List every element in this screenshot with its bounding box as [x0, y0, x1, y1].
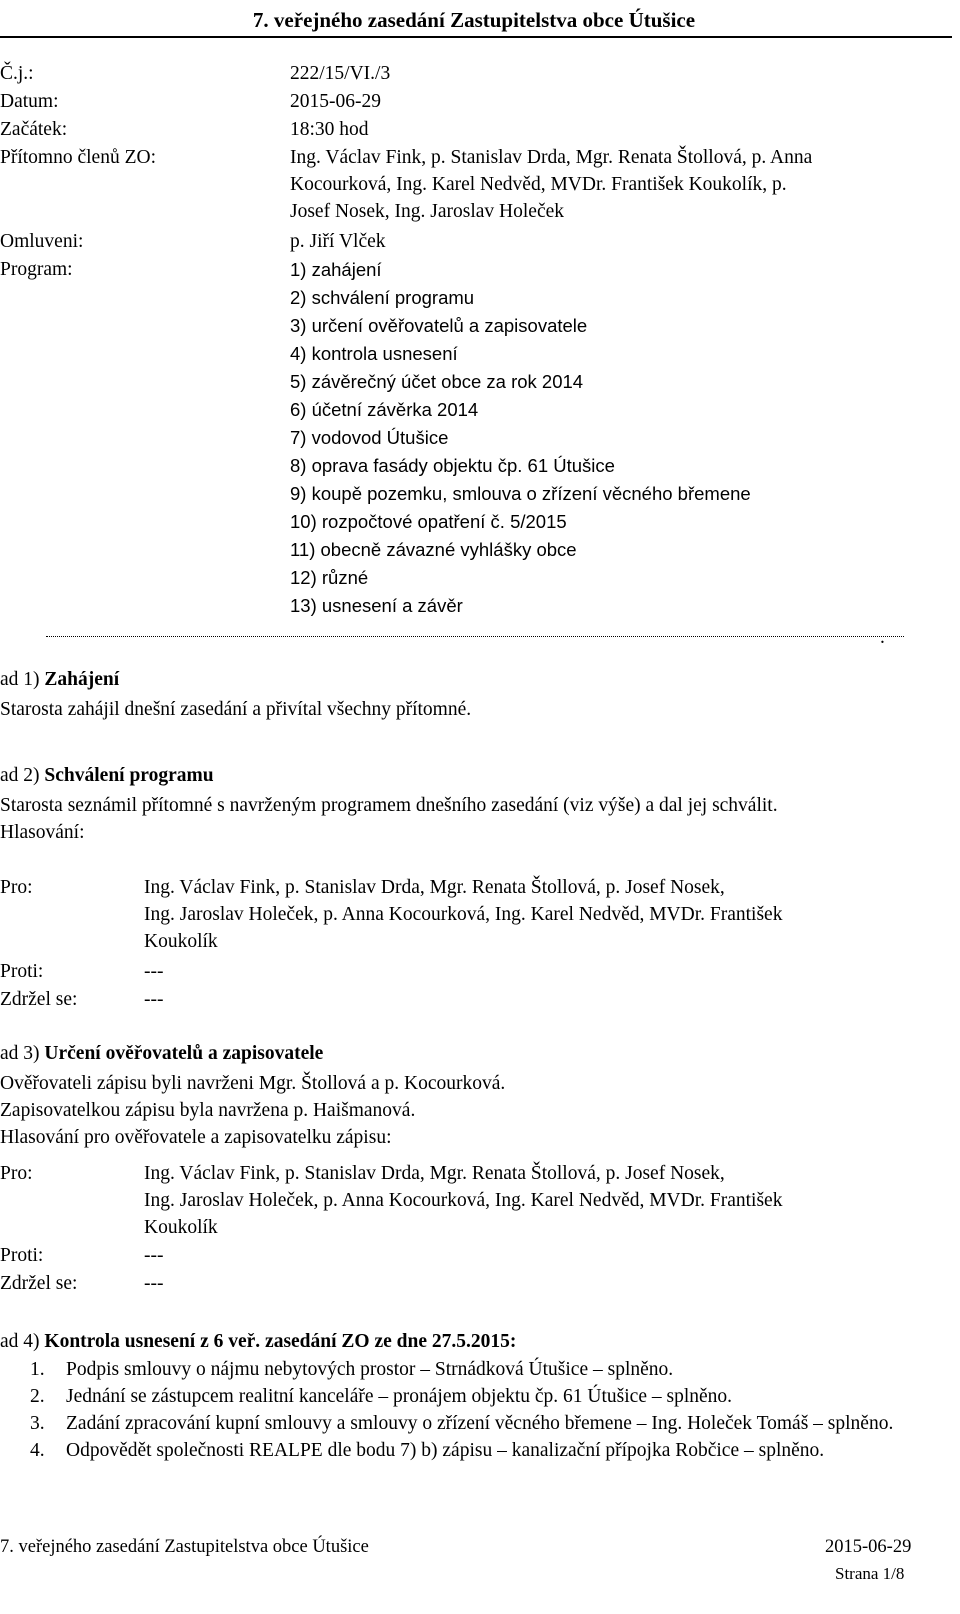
list-item-number: 4. [30, 1440, 45, 1461]
section-4-heading [0, 1328, 950, 1355]
pro-line: Koukolík [144, 931, 218, 952]
present-line: Josef Nosek, Ing. Jaroslav Holeček [290, 201, 565, 222]
program-item: 3) určení ověřovatelů a zapisovatele [290, 315, 588, 336]
program-item: 5) závěrečný účet obce za rok 2014 [290, 371, 584, 392]
pro-value [144, 1160, 949, 1241]
section-3 [0, 1040, 950, 1151]
zdrzel-value: --- [144, 1273, 164, 1294]
date-label: Datum: [0, 91, 59, 112]
section-1 [0, 666, 950, 723]
footer-date: 2015-06-29 [825, 1537, 912, 1557]
pro-label: Pro: [0, 877, 33, 898]
pro-label: Pro: [0, 1163, 33, 1184]
pro-value [144, 874, 949, 955]
program-item: 6) účetní závěrka 2014 [290, 399, 479, 420]
section-4-list [30, 1356, 950, 1464]
zdrzel-label: Zdržel se: [0, 1273, 78, 1294]
present-value [290, 144, 958, 225]
section-1-prefix: ad 1) [0, 669, 45, 690]
proti-value: --- [144, 1245, 164, 1266]
section-2-prefix: ad 2) [0, 765, 45, 786]
present-label: Přítomno členů ZO: [0, 147, 156, 168]
list-item [30, 1383, 950, 1410]
cj-value: 222/15/VI./3 [290, 63, 391, 84]
program-list [290, 256, 958, 620]
list-item-number: 1. [30, 1359, 45, 1380]
present-line: Kocourková, Ing. Karel Nedvěd, MVDr. František Koukolík, p. [290, 174, 787, 195]
header-divider [0, 36, 952, 38]
excused-value: p. Jiří Vlček [290, 231, 386, 252]
dotted-separator [46, 636, 904, 637]
date-value: 2015-06-29 [290, 91, 381, 112]
pro-line: Koukolík [144, 1217, 218, 1238]
program-item: 7) vodovod Útušice [290, 427, 449, 448]
section-2-heading [0, 762, 950, 789]
list-item-text: Podpis smlouvy o nájmu nebytových prostor – Strnádková Útušice – splněno. [66, 1359, 674, 1380]
list-item [30, 1410, 950, 1437]
program-item: 13) usnesení a závěr [290, 595, 463, 616]
section-2-title: Schválení programu [44, 765, 214, 786]
pro-line: Ing. Václav Fink, p. Stanislav Drda, Mgr. Renata Štollová, p. Josef Nosek, [144, 1163, 725, 1184]
proti-value: --- [144, 961, 164, 982]
program-item: 4) kontrola usnesení [290, 343, 458, 364]
list-item-number: 2. [30, 1386, 45, 1407]
section-3-title: Určení ověřovatelů a zapisovatele [44, 1043, 324, 1064]
section-3-prefix: ad 3) [0, 1043, 45, 1064]
program-item: 1) zahájení [290, 259, 382, 280]
start-label: Začátek: [0, 119, 68, 140]
proti-label: Proti: [0, 961, 44, 982]
section-2-text: Starosta seznámil přítomné s navrženým programem dnešního zasedání (viz výše) a dal jej schválit. [0, 795, 778, 816]
separator-end: . [880, 627, 885, 648]
program-item: 2) schválení programu [290, 287, 475, 308]
zdrzel-value: --- [144, 989, 164, 1010]
page-number: Strana 1/8 [835, 1564, 905, 1583]
section-4-title: Kontrola usnesení z 6 veř. zasedání ZO ze dne 27.5.2015: [44, 1331, 517, 1352]
section-2-vote-heading: Hlasování: [0, 822, 85, 843]
section-1-text: Starosta zahájil dnešní zasedání a přivítal všechny přítomné. [0, 699, 472, 720]
section-3-vote-heading: Hlasování pro ověřovatele a zapisovatelku zápisu: [0, 1127, 392, 1148]
program-item: 11) obecně závazné vyhlášky obce [290, 539, 577, 560]
list-item [30, 1437, 950, 1464]
section-4-prefix: ad 4) [0, 1331, 45, 1352]
proti-label: Proti: [0, 1245, 44, 1266]
list-item-text: Zadání zpracování kupní smlouvy a smlouvy o zřízení věcného břemene – Ing. Holeček Tomáš – splněno. [66, 1413, 894, 1434]
section-3-heading [0, 1040, 950, 1067]
section-3-text: Ověřovateli zápisu byli navrženi Mgr. Štollová a p. Kocourková. [0, 1073, 506, 1094]
list-item [30, 1356, 950, 1383]
footer-title: 7. veřejného zasedání Zastupitelstva obce Útušice [0, 1537, 369, 1557]
program-item: 9) koupě pozemku, smlouva o zřízení věcného břemene [290, 483, 751, 504]
pro-line: Ing. Jaroslav Holeček, p. Anna Kocourková, Ing. Karel Nedvěd, MVDr. František [144, 904, 783, 925]
program-item: 10) rozpočtové opatření č. 5/2015 [290, 511, 567, 532]
list-item-text: Jednání se zástupcem realitní kanceláře – pronájem objektu čp. 61 Útušice – splněno. [66, 1386, 733, 1407]
section-2 [0, 762, 950, 846]
section-1-title: Zahájení [44, 669, 120, 690]
program-label: Program: [0, 259, 73, 280]
page-title: 7. veřejného zasedání Zastupitelstva obce Útušice [252, 8, 696, 32]
pro-line: Ing. Václav Fink, p. Stanislav Drda, Mgr. Renata Štollová, p. Josef Nosek, [144, 877, 725, 898]
excused-label: Omluveni: [0, 231, 84, 252]
list-item-text: Odpovědět společnosti REALPE dle bodu 7) b) zápisu – kanalizační přípojka Robčice – splněno. [66, 1440, 825, 1461]
list-item-number: 3. [30, 1413, 45, 1434]
pro-line: Ing. Jaroslav Holeček, p. Anna Kocourková, Ing. Karel Nedvěd, MVDr. František [144, 1190, 783, 1211]
program-item: 12) různé [290, 567, 369, 588]
present-line: Ing. Václav Fink, p. Stanislav Drda, Mgr. Renata Štollová, p. Anna [290, 147, 813, 168]
zdrzel-label: Zdržel se: [0, 989, 78, 1010]
section-1-heading [0, 666, 950, 693]
cj-label: Č.j.: [0, 63, 34, 84]
program-item: 8) oprava fasády objektu čp. 61 Útušice [290, 455, 615, 476]
start-value: 18:30 hod [290, 119, 369, 140]
section-3-text: Zapisovatelkou zápisu byla navržena p. Haišmanová. [0, 1100, 416, 1121]
